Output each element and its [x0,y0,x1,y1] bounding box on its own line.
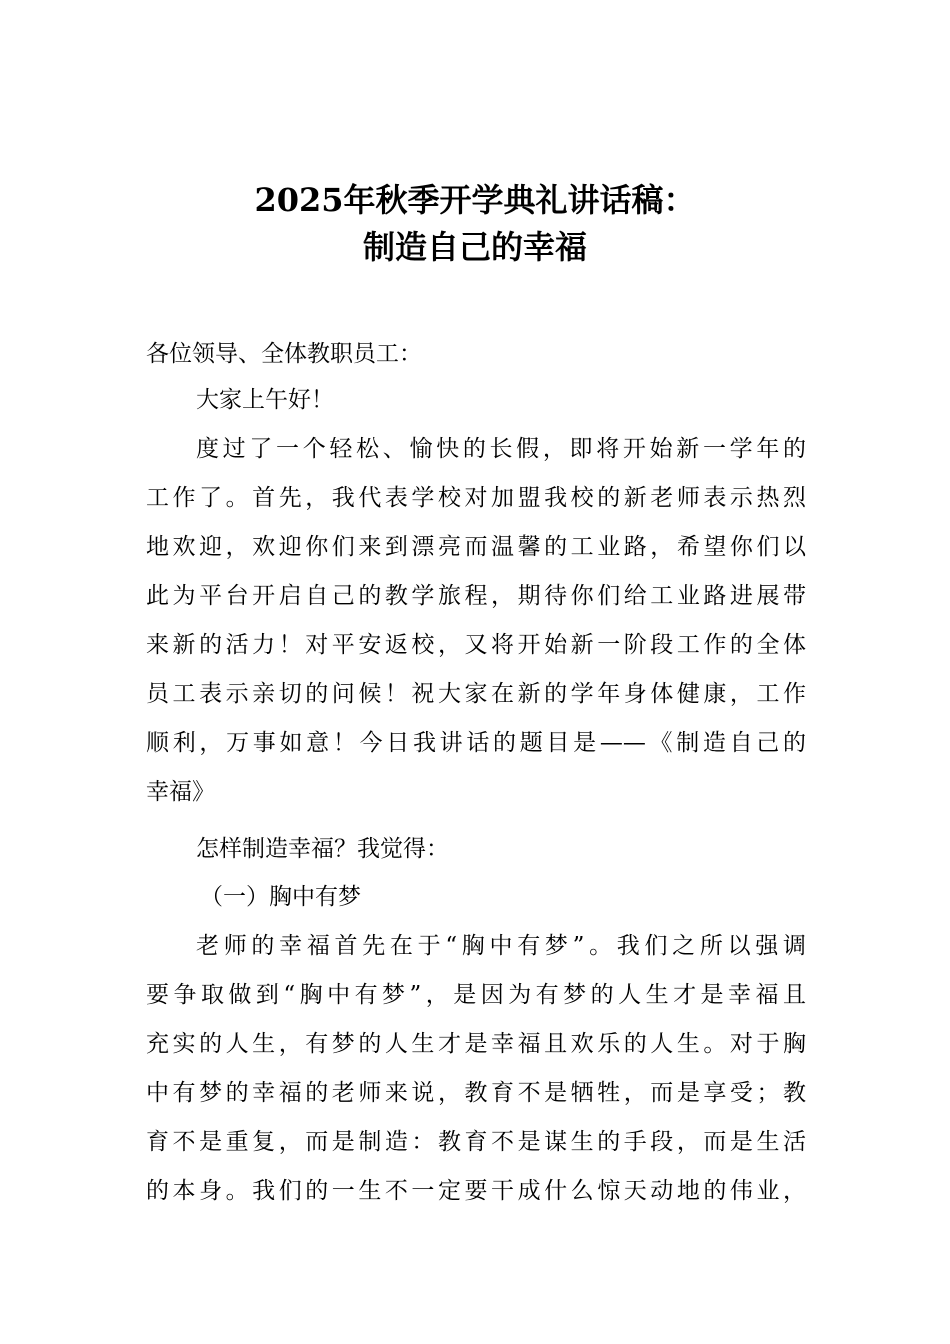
paragraph-1-line: 员工表示亲切的问候！祝大家在新的学年身体健康，工作 [146,681,806,707]
paragraph-1-line: 顺利，万事如意！今日我讲话的题目是——《制造自己的 [146,730,806,756]
paragraph-1-line: 来新的活力！对平安返校，又将开始新一阶段工作的全体 [146,632,806,658]
section-1-heading: （一）胸中有梦 [200,884,361,910]
paragraph-1-line: 此为平台开启自己的教学旅程，期待你们给工业路进展带 [146,583,806,609]
how-to-question: 怎样制造幸福？我觉得： [196,836,449,862]
paragraph-2-line: 中有梦的幸福的老师来说，教育不是牺牲，而是享受；教 [146,1080,806,1106]
paragraph-2-line: 充实的人生，有梦的人生才是幸福且欢乐的人生。对于胸 [146,1031,806,1057]
paragraph-2 [146,922,806,1216]
paragraph-2-line: 要争取做到“胸中有梦”，是因为有梦的人生才是幸福且 [146,982,806,1008]
paragraph-2-line: 老师的幸福首先在于“胸中有梦”。我们之所以强调 [196,933,806,959]
paragraph-1-line: 幸福》 [146,779,215,805]
document-title-line-1: 2025年秋季开学典礼讲话稿： [254,181,696,219]
paragraph-1-line: 工作了。首先，我代表学校对加盟我校的新老师表示热烈 [146,485,806,511]
paragraph-2-line: 育不是重复，而是制造：教育不是谋生的手段，而是生活 [146,1129,806,1155]
paragraph-1 [146,425,806,817]
paragraph-1-line: 度过了一个轻松、愉快的长假，即将开始新一学年的 [196,436,806,462]
paragraph-1-line: 地欢迎，欢迎你们来到漂亮而温馨的工业路，希望你们以 [146,534,806,560]
greeting: 大家上午好！ [196,387,334,413]
paragraph-2-line: 的本身。我们的一生不一定要干成什么惊天动地的伟业， [146,1178,806,1204]
salutation: 各位领导、全体教职员工： [146,341,422,367]
document-title-line-2: 制造自己的幸福 [362,228,587,266]
